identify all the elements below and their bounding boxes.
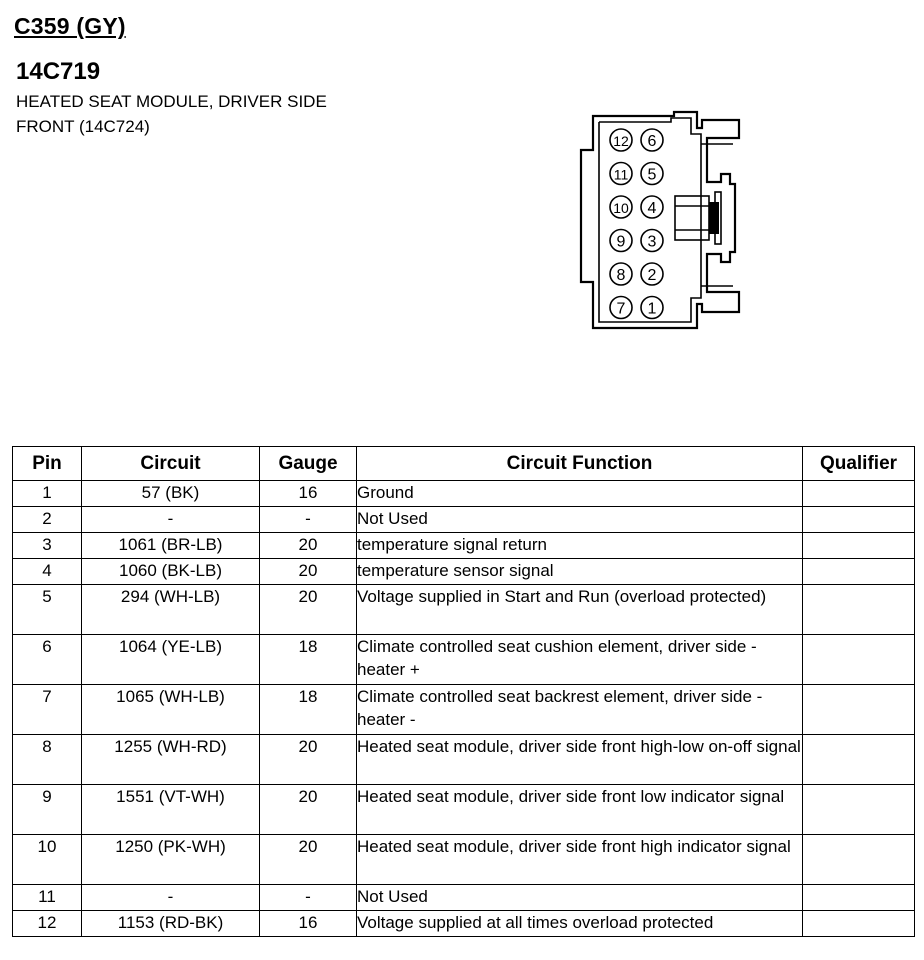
pin-cell: 1 bbox=[13, 481, 82, 507]
circuit-cell: 1255 (WH-RD) bbox=[82, 735, 260, 785]
circuit-cell: 1551 (VT-WH) bbox=[82, 785, 260, 835]
header-circuit-function: Circuit Function bbox=[357, 447, 803, 481]
pin-cell: 11 bbox=[13, 885, 82, 911]
part-number: 14C719 bbox=[16, 58, 101, 85]
function-cell: Heated seat module, driver side front high-low on-off signal bbox=[357, 735, 803, 785]
circuit-cell: 1250 (PK-WH) bbox=[82, 835, 260, 885]
pin-cell: 6 bbox=[13, 635, 82, 685]
function-cell: temperature sensor signal bbox=[357, 559, 803, 585]
pin-cell: 7 bbox=[13, 685, 82, 735]
gauge-cell: 18 bbox=[260, 635, 357, 685]
table-row bbox=[13, 585, 915, 635]
function-cell: Not Used bbox=[357, 885, 803, 911]
circuit-cell: 1061 (BR-LB) bbox=[82, 533, 260, 559]
pin-number-label: 3 bbox=[647, 233, 657, 251]
qualifier-cell bbox=[803, 785, 915, 835]
pin-number-label: 11 bbox=[613, 166, 629, 183]
qualifier-cell bbox=[803, 559, 915, 585]
pin-cell: 2 bbox=[13, 507, 82, 533]
function-cell: temperature signal return bbox=[357, 533, 803, 559]
connector-face-diagram bbox=[575, 110, 750, 335]
gauge-cell: 20 bbox=[260, 559, 357, 585]
pin-number-label: 4 bbox=[647, 200, 657, 217]
pin-number-label: 5 bbox=[647, 166, 657, 184]
pin-cell: 8 bbox=[13, 735, 82, 785]
circuit-cell: 1153 (RD-BK) bbox=[82, 911, 260, 937]
circuit-cell: 294 (WH-LB) bbox=[82, 585, 260, 635]
right-pin-column bbox=[641, 129, 663, 319]
description-line-2: FRONT (14C724) bbox=[16, 117, 150, 136]
pin-number-label: 1 bbox=[647, 300, 657, 318]
function-cell: Not Used bbox=[357, 507, 803, 533]
table-row bbox=[13, 685, 915, 735]
header-pin: Pin bbox=[13, 447, 82, 481]
gauge-cell: 20 bbox=[260, 785, 357, 835]
function-cell: Voltage supplied at all times overload protected bbox=[357, 911, 803, 937]
qualifier-cell bbox=[803, 481, 915, 507]
pin-number-label: 8 bbox=[616, 267, 626, 284]
circuit-cell: 1060 (BK-LB) bbox=[82, 559, 260, 585]
circuit-cell: 57 (BK) bbox=[82, 481, 260, 507]
gauge-cell: 20 bbox=[260, 533, 357, 559]
gauge-cell: 18 bbox=[260, 685, 357, 735]
table-row bbox=[13, 559, 915, 585]
pin-cell: 5 bbox=[13, 585, 82, 635]
pin-cell: 9 bbox=[13, 785, 82, 835]
gauge-cell: - bbox=[260, 885, 357, 911]
qualifier-cell bbox=[803, 685, 915, 735]
header-circuit: Circuit bbox=[82, 447, 260, 481]
gauge-cell: 16 bbox=[260, 481, 357, 507]
table-row bbox=[13, 481, 915, 507]
gauge-cell: 20 bbox=[260, 835, 357, 885]
table-row bbox=[13, 835, 915, 885]
pin-cell: 12 bbox=[13, 911, 82, 937]
qualifier-cell bbox=[803, 735, 915, 785]
header-qualifier: Qualifier bbox=[803, 447, 915, 481]
gauge-cell: - bbox=[260, 507, 357, 533]
pin-cell: 3 bbox=[13, 533, 82, 559]
table-row bbox=[13, 533, 915, 559]
connector-title: C359 (GY) bbox=[14, 13, 126, 39]
pin-number-label: 2 bbox=[647, 267, 657, 284]
circuit-cell: 1064 (YE-LB) bbox=[82, 635, 260, 685]
qualifier-cell bbox=[803, 635, 915, 685]
table-row bbox=[13, 735, 915, 785]
function-cell: Voltage supplied in Start and Run (overload protected) bbox=[357, 585, 803, 635]
pin-cell: 10 bbox=[13, 835, 82, 885]
table-row bbox=[13, 785, 915, 835]
gauge-cell: 20 bbox=[260, 735, 357, 785]
circuit-cell: - bbox=[82, 885, 260, 911]
qualifier-cell bbox=[803, 911, 915, 937]
qualifier-cell bbox=[803, 533, 915, 559]
function-cell: Heated seat module, driver side front high indicator signal bbox=[357, 835, 803, 885]
pin-number-label: 12 bbox=[613, 133, 629, 149]
left-pin-column bbox=[610, 129, 632, 319]
table-header-row bbox=[13, 447, 915, 481]
gauge-cell: 20 bbox=[260, 585, 357, 635]
pinout-table bbox=[12, 446, 915, 937]
pin-number-label: 7 bbox=[616, 300, 626, 318]
pin-number-label: 9 bbox=[616, 233, 626, 251]
qualifier-cell bbox=[803, 585, 915, 635]
pin-cell: 4 bbox=[13, 559, 82, 585]
circuit-cell: - bbox=[82, 507, 260, 533]
function-cell: Heated seat module, driver side front low indicator signal bbox=[357, 785, 803, 835]
table-row bbox=[13, 635, 915, 685]
gauge-cell: 16 bbox=[260, 911, 357, 937]
qualifier-cell bbox=[803, 835, 915, 885]
table-row bbox=[13, 507, 915, 533]
pin-number-label: 6 bbox=[647, 133, 657, 150]
function-cell: Ground bbox=[357, 481, 803, 507]
circuit-cell: 1065 (WH-LB) bbox=[82, 685, 260, 735]
description-line-1: HEATED SEAT MODULE, DRIVER SIDE bbox=[16, 92, 327, 111]
header-gauge: Gauge bbox=[260, 447, 357, 481]
qualifier-cell bbox=[803, 507, 915, 533]
pin-number-label: 10 bbox=[613, 200, 629, 216]
table-row bbox=[13, 885, 915, 911]
table-row bbox=[13, 911, 915, 937]
function-cell: Climate controlled seat cushion element, driver side - heater + bbox=[357, 635, 803, 685]
qualifier-cell bbox=[803, 885, 915, 911]
function-cell: Climate controlled seat backrest element, driver side - heater - bbox=[357, 685, 803, 735]
